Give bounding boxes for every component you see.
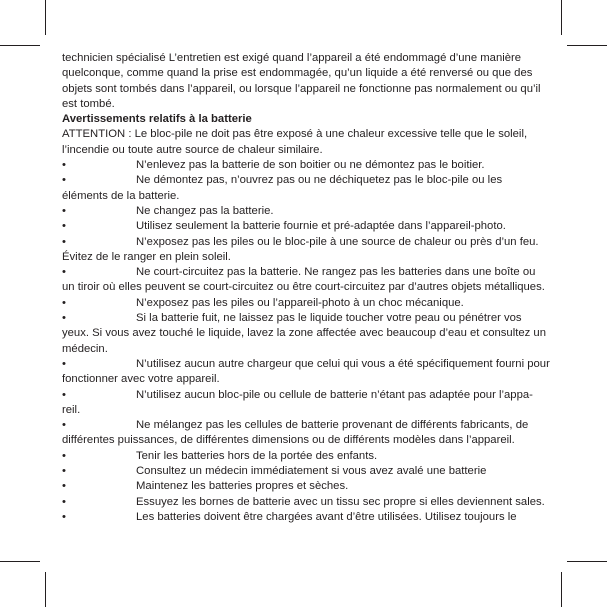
bullet-point-icon: •: [62, 174, 66, 187]
bullet-point-icon: •: [62, 495, 66, 508]
bullet-item: [62, 173, 550, 204]
crop-mark-top-left: [45, 0, 46, 35]
bullet-item: [62, 158, 550, 173]
bullet-item: [62, 418, 550, 449]
bullet-point-icon: •: [62, 220, 66, 233]
bullet-text: N’enlevez pas la batterie de son boitier ou ne démontez pas le boitier.: [136, 159, 485, 172]
bullet-text: N’utilisez aucun bloc-pile ou cellule de batterie n’étant pas adaptée pour l’appa-reil.: [62, 388, 533, 416]
bullet-text: Essuyez les bornes de batterie avec un tissu sec propre si elles deviennent sales.: [136, 495, 545, 508]
bullet-item: [62, 204, 550, 219]
bullet-point-icon: •: [62, 419, 66, 432]
bullet-item: [62, 265, 550, 296]
bullet-point-icon: •: [62, 266, 66, 279]
crop-mark-bottom-right: [561, 572, 562, 607]
crop-mark-left-bottom: [0, 561, 40, 562]
bullet-point-icon: •: [62, 159, 66, 172]
bullet-item: [62, 510, 550, 525]
bullet-point-icon: •: [62, 388, 66, 401]
bullet-point-icon: •: [62, 480, 66, 493]
bullet-item: [62, 235, 550, 266]
bullet-item: [62, 464, 550, 479]
bullet-point-icon: •: [62, 357, 66, 370]
crop-mark-bottom-left: [45, 572, 46, 607]
bullet-point-icon: •: [62, 296, 66, 309]
bullet-item: [62, 479, 550, 494]
bullet-text: Si la batterie fuit, ne laissez pas le liquide toucher votre peau ou pénétrer vos yeux. Si vous avez touché le liquide, lavez la zone affectée avec beaucoup d’eau et consultez un médecin.: [62, 312, 546, 355]
crop-mark-top-right: [561, 0, 562, 35]
bullet-point-icon: •: [62, 449, 66, 462]
bullet-text: N’exposez pas les piles ou le bloc-pile à une source de chaleur ou près d’un feu. Évitez de le ranger en plein soleil.: [62, 235, 539, 263]
bullet-point-icon: •: [62, 465, 66, 478]
bullet-list: [62, 158, 550, 525]
intro-paragraph: technicien spécialisé L’entretien est exigé quand l’appareil a été endommagé d’une manière quelconque, comme quand la prise est endommagée, qu’un liquide a été renversé ou que des objets sont tombés dans l’appareil, ou lorsque l’appareil ne fonctionne pas normalement ou qu’il est tombé.: [62, 52, 541, 110]
bullet-text: N’utilisez aucun autre chargeur que celui qui vous a été spécifiquement fourni pour fonctionner avec votre appareil.: [62, 357, 550, 386]
bullet-item: [62, 388, 550, 419]
bullet-text: Utilisez seulement la batterie fournie et pré-adaptée dans l’appareil-photo.: [136, 220, 506, 233]
bullet-item: [62, 357, 550, 388]
bullet-text: Ne changez pas la batterie.: [136, 204, 274, 217]
bullet-text: Ne court-circuitez pas la batterie. Ne rangez pas les batteries dans une boîte ou un tiroir où elles peuvent se court-circuitez ou être court-circuitez par d’autres objets métalliques.: [62, 266, 545, 294]
bullet-item: [62, 296, 550, 311]
bullet-point-icon: •: [62, 510, 66, 523]
bullet-point-icon: •: [62, 235, 66, 248]
crop-mark-right-bottom: [567, 561, 607, 562]
bullet-text: Ne démontez pas, n’ouvrez pas ou ne déchiquetez pas le bloc-pile ou les éléments de la batterie.: [62, 174, 503, 202]
page-body: [62, 51, 550, 525]
bullet-point-icon: •: [62, 204, 66, 217]
bullet-text: Ne mélangez pas les cellules de batterie provenant de différents fabricants, de différentes puissances, de différentes dimensions ou de différents modèles dans l’appareil.: [62, 419, 529, 447]
bullet-item: [62, 219, 550, 234]
bullet-text: N’exposez pas les piles ou l’appareil-photo à un choc mécanique.: [136, 296, 464, 309]
bullet-text: Tenir les batteries hors de la portée des enfants.: [136, 449, 378, 462]
bullet-text: Maintenez les batteries propres et sèches.: [136, 480, 349, 493]
bullet-text: Consultez un médecin immédiatement si vous avez avalé une batterie: [136, 465, 487, 478]
attention-paragraph: ATTENTION : Le bloc-pile ne doit pas être exposé à une chaleur excessive telle que le soleil, l’incendie ou toute autre source de chaleur similaire.: [62, 128, 528, 156]
bullet-item: [62, 311, 550, 357]
crop-mark-left-top: [0, 45, 40, 46]
bullet-text: Les batteries doivent être chargées avant d’être utilisées. Utilisez toujours le: [136, 510, 517, 523]
bullet-item: [62, 449, 550, 464]
section-heading: Avertissements relatifs à la batterie: [62, 113, 252, 126]
bullet-point-icon: •: [62, 312, 66, 325]
crop-mark-right-top: [567, 45, 607, 46]
bullet-item: [62, 495, 550, 510]
